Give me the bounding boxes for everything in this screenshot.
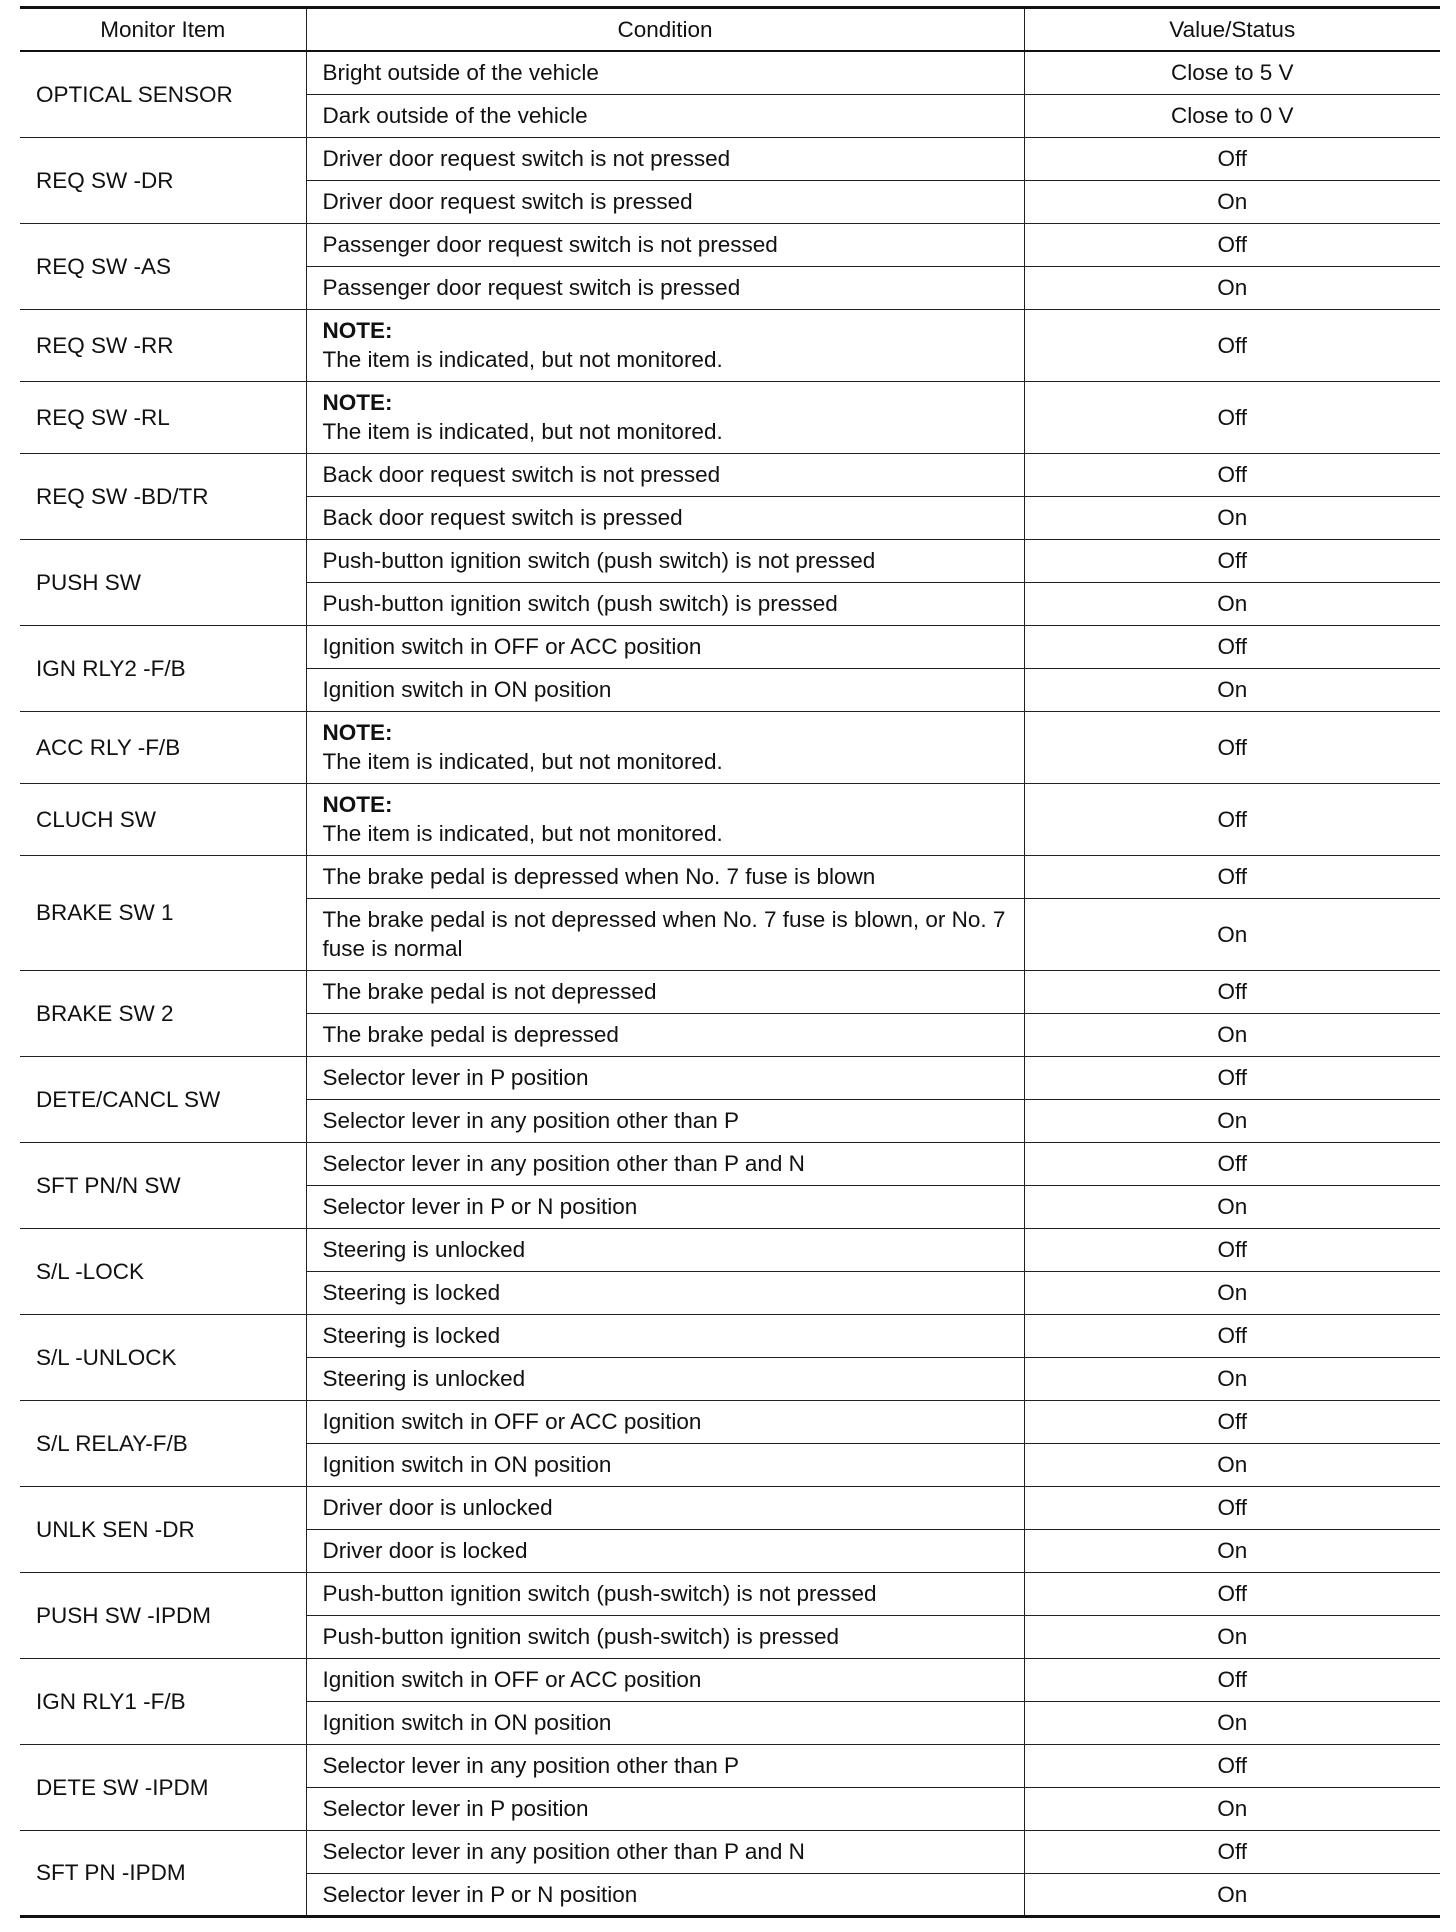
monitor-item-cell: BRAKE SW 1 [20, 855, 306, 970]
condition-cell: Selector lever in P or N position [306, 1185, 1024, 1228]
condition-cell: Ignition switch in ON position [306, 1701, 1024, 1744]
condition-cell: Push-button ignition switch (push-switch) is pressed [306, 1615, 1024, 1658]
table-row [20, 1400, 1440, 1443]
table-row [20, 51, 1440, 94]
monitor-item-cell: UNLK SEN -DR [20, 1486, 306, 1572]
table-row [20, 1228, 1440, 1271]
condition-cell: Selector lever in any position other than P and N [306, 1830, 1024, 1873]
condition-cell: Steering is locked [306, 1271, 1024, 1314]
monitor-item-cell: REQ SW -RL [20, 381, 306, 453]
monitor-item-cell: IGN RLY1 -F/B [20, 1658, 306, 1744]
monitor-item-cell: PUSH SW -IPDM [20, 1572, 306, 1658]
table-header [20, 8, 1440, 52]
note-label: NOTE: [322, 318, 393, 343]
value-status-cell: Off [1024, 1228, 1440, 1271]
value-status-cell: Off [1024, 1658, 1440, 1701]
value-status-cell: On [1024, 1529, 1440, 1572]
monitor-item-cell: DETE SW -IPDM [20, 1744, 306, 1830]
condition-cell: The brake pedal is not depressed when No. 7 fuse is blown, or No. 7 fuse is normal [306, 898, 1024, 970]
value-status-cell: Off [1024, 1744, 1440, 1787]
value-status-cell: Off [1024, 783, 1440, 855]
condition-cell: Ignition switch in OFF or ACC position [306, 625, 1024, 668]
monitor-item-cell: S/L RELAY-F/B [20, 1400, 306, 1486]
value-status-cell: Off [1024, 1314, 1440, 1357]
condition-cell: Passenger door request switch is not pressed [306, 223, 1024, 266]
condition-cell: Back door request switch is pressed [306, 496, 1024, 539]
table-row [20, 137, 1440, 180]
condition-cell: The brake pedal is not depressed [306, 970, 1024, 1013]
header-monitor-item: Monitor Item [20, 8, 306, 52]
note-text: The item is indicated, but not monitored. [322, 821, 723, 846]
condition-cell: Ignition switch in ON position [306, 668, 1024, 711]
condition-cell: Selector lever in any position other than P and N [306, 1142, 1024, 1185]
value-status-cell: On [1024, 1443, 1440, 1486]
condition-cell: Ignition switch in OFF or ACC position [306, 1658, 1024, 1701]
table-row [20, 539, 1440, 582]
table-row [20, 1572, 1440, 1615]
condition-cell: Steering is locked [306, 1314, 1024, 1357]
table-row [20, 453, 1440, 496]
monitor-item-cell: SFT PN -IPDM [20, 1830, 306, 1916]
monitor-item-cell: REQ SW -RR [20, 309, 306, 381]
value-status-cell: On [1024, 1615, 1440, 1658]
value-status-cell: Off [1024, 1830, 1440, 1873]
monitor-item-cell: DETE/CANCL SW [20, 1056, 306, 1142]
table-row [20, 309, 1440, 381]
value-status-cell: Off [1024, 1486, 1440, 1529]
table-row [20, 1658, 1440, 1701]
value-status-cell: On [1024, 266, 1440, 309]
value-status-cell: On [1024, 582, 1440, 625]
note-label: NOTE: [322, 390, 393, 415]
condition-cell: Push-button ignition switch (push switch) is pressed [306, 582, 1024, 625]
value-status-cell: Off [1024, 1142, 1440, 1185]
monitor-item-table [20, 6, 1440, 1918]
condition-cell: Ignition switch in ON position [306, 1443, 1024, 1486]
value-status-cell: On [1024, 898, 1440, 970]
value-status-cell: On [1024, 1013, 1440, 1056]
value-status-cell: Off [1024, 309, 1440, 381]
table-body [20, 51, 1440, 1916]
value-status-cell: Off [1024, 137, 1440, 180]
note-cell [306, 309, 1024, 381]
condition-cell: Ignition switch in OFF or ACC position [306, 1400, 1024, 1443]
monitor-item-cell: OPTICAL SENSOR [20, 51, 306, 137]
condition-cell: Dark outside of the vehicle [306, 94, 1024, 137]
condition-cell: The brake pedal is depressed [306, 1013, 1024, 1056]
condition-cell: Push-button ignition switch (push-switch) is not pressed [306, 1572, 1024, 1615]
value-status-cell: Close to 0 V [1024, 94, 1440, 137]
value-status-cell: Off [1024, 223, 1440, 266]
value-status-cell: Off [1024, 453, 1440, 496]
condition-cell: Selector lever in P position [306, 1056, 1024, 1099]
value-status-cell: Off [1024, 1572, 1440, 1615]
note-label: NOTE: [322, 792, 393, 817]
condition-cell: Push-button ignition switch (push switch) is not pressed [306, 539, 1024, 582]
header-value-status: Value/Status [1024, 8, 1440, 52]
value-status-cell: Off [1024, 1400, 1440, 1443]
value-status-cell: On [1024, 496, 1440, 539]
table-row [20, 1486, 1440, 1529]
monitor-item-cell: IGN RLY2 -F/B [20, 625, 306, 711]
table-row [20, 1314, 1440, 1357]
table-row [20, 855, 1440, 898]
table-row [20, 783, 1440, 855]
value-status-cell: Off [1024, 539, 1440, 582]
condition-cell: Steering is unlocked [306, 1357, 1024, 1400]
note-text: The item is indicated, but not monitored. [322, 347, 723, 372]
condition-cell: Passenger door request switch is pressed [306, 266, 1024, 309]
condition-cell: Selector lever in P or N position [306, 1873, 1024, 1916]
condition-cell: Back door request switch is not pressed [306, 453, 1024, 496]
value-status-cell: Off [1024, 855, 1440, 898]
value-status-cell: On [1024, 1701, 1440, 1744]
monitor-item-cell: REQ SW -DR [20, 137, 306, 223]
note-cell [306, 381, 1024, 453]
condition-cell: Steering is unlocked [306, 1228, 1024, 1271]
value-status-cell: On [1024, 1357, 1440, 1400]
monitor-item-cell: PUSH SW [20, 539, 306, 625]
value-status-cell: Off [1024, 1056, 1440, 1099]
table-row [20, 625, 1440, 668]
value-status-cell: On [1024, 668, 1440, 711]
condition-cell: Driver door request switch is pressed [306, 180, 1024, 223]
table-row [20, 1830, 1440, 1873]
condition-cell: Selector lever in any position other than P [306, 1744, 1024, 1787]
value-status-cell: Off [1024, 625, 1440, 668]
monitor-item-cell: ACC RLY -F/B [20, 711, 306, 783]
table-row [20, 1056, 1440, 1099]
value-status-cell: On [1024, 1271, 1440, 1314]
value-status-cell: On [1024, 1099, 1440, 1142]
note-text: The item is indicated, but not monitored. [322, 749, 723, 774]
value-status-cell: Close to 5 V [1024, 51, 1440, 94]
condition-cell: Bright outside of the vehicle [306, 51, 1024, 94]
note-cell [306, 711, 1024, 783]
note-cell [306, 783, 1024, 855]
condition-cell: Selector lever in P position [306, 1787, 1024, 1830]
table-row [20, 1744, 1440, 1787]
table-row [20, 1142, 1440, 1185]
note-label: NOTE: [322, 720, 393, 745]
monitor-item-cell: S/L -UNLOCK [20, 1314, 306, 1400]
condition-cell: Driver door is locked [306, 1529, 1024, 1572]
value-status-cell: Off [1024, 711, 1440, 783]
table-row [20, 970, 1440, 1013]
monitor-item-cell: REQ SW -BD/TR [20, 453, 306, 539]
monitor-item-cell: SFT PN/N SW [20, 1142, 306, 1228]
monitor-item-cell: S/L -LOCK [20, 1228, 306, 1314]
value-status-cell: Off [1024, 381, 1440, 453]
monitor-item-cell: CLUCH SW [20, 783, 306, 855]
table-row [20, 711, 1440, 783]
condition-cell: Selector lever in any position other than P [306, 1099, 1024, 1142]
header-condition: Condition [306, 8, 1024, 52]
value-status-cell: On [1024, 1787, 1440, 1830]
table-row [20, 381, 1440, 453]
value-status-cell: On [1024, 1185, 1440, 1228]
condition-cell: Driver door is unlocked [306, 1486, 1024, 1529]
header-row [20, 8, 1440, 52]
value-status-cell: On [1024, 1873, 1440, 1916]
value-status-cell: On [1024, 180, 1440, 223]
monitor-item-cell: REQ SW -AS [20, 223, 306, 309]
note-text: The item is indicated, but not monitored. [322, 419, 723, 444]
table-row [20, 223, 1440, 266]
condition-cell: Driver door request switch is not pressed [306, 137, 1024, 180]
condition-cell: The brake pedal is depressed when No. 7 fuse is blown [306, 855, 1024, 898]
value-status-cell: Off [1024, 970, 1440, 1013]
monitor-item-cell: BRAKE SW 2 [20, 970, 306, 1056]
